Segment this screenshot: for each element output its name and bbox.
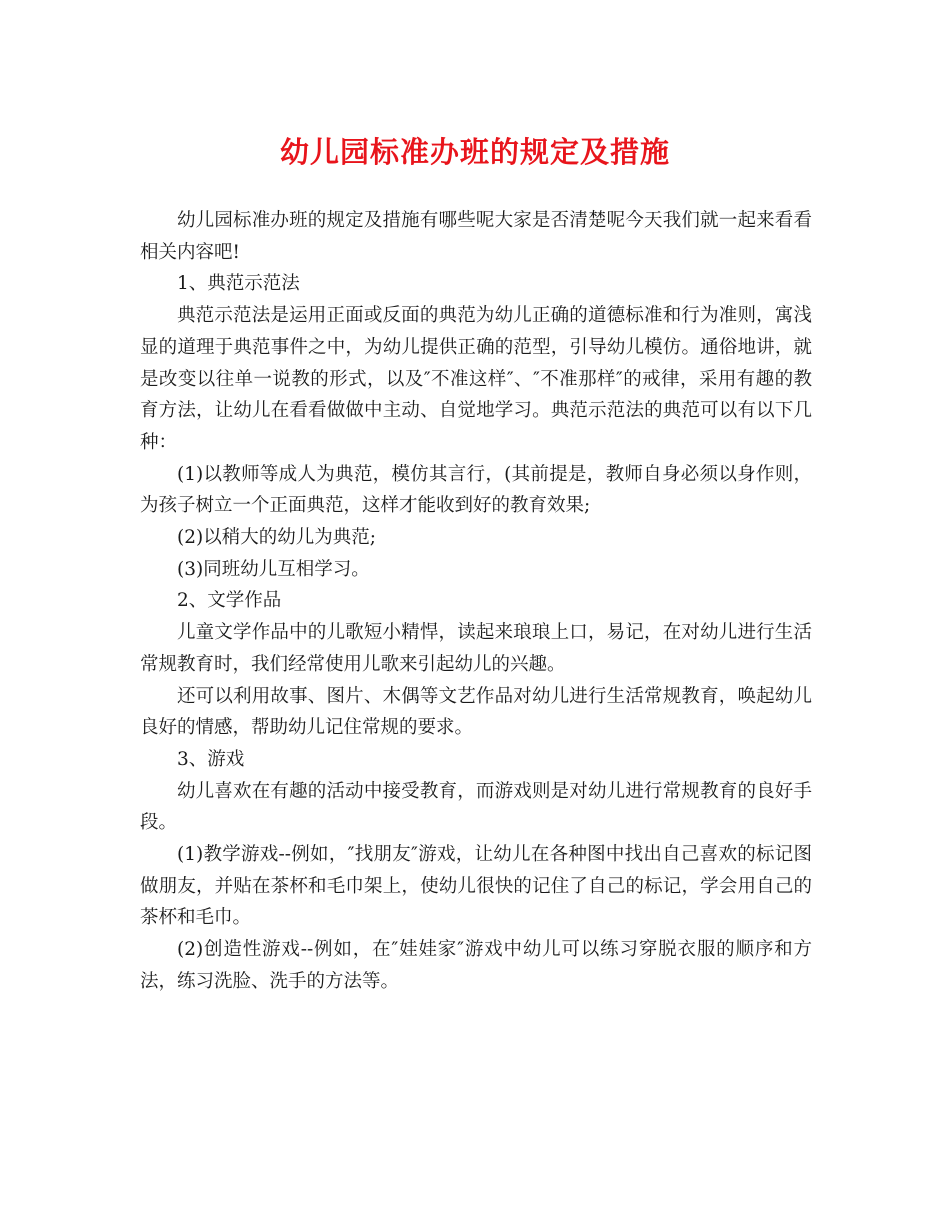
paragraph: 幼儿喜欢在有趣的活动中接受教育，而游戏则是对幼儿进行常规教育的良好手段。 — [140, 780, 812, 834]
list-item: (1)教学游戏--例如，″找朋友″游戏，让幼儿在各种图中找出自己喜欢的标记图做朋友，并贴在茶杯和毛巾架上，使幼儿很快的记住了自己的标记，学会用自己的茶杯和毛巾。 — [140, 844, 812, 929]
document-body — [140, 205, 812, 998]
list-item: (1)以教师等成人为典范，模仿其言行，(其前提是，教师自身必须以身作则，为孩子树立一个正面典范，这样才能收到好的教育效果; — [140, 463, 812, 517]
section-heading-1: 1、典范示范法 — [177, 273, 300, 295]
paragraph: 儿童文学作品中的儿歌短小精悍，读起来琅琅上口，易记，在对幼儿进行生活常规教育时，我们经常使用儿歌来引起幼儿的兴趣。 — [140, 622, 812, 675]
section-heading-3: 3、游戏 — [177, 748, 245, 770]
paragraph: 典范示范法是运用正面或反面的典范为幼儿正确的道德标准和行为准则，寓浅显的道理于典范事件之中，为幼儿提供正确的范型，引导幼儿模仿。通俗地讲，就是改变以往单一说教的形式，以及″不准这样″、″不准那样″的戒律，采用有趣的教育方法，让幼儿在看看做做中主动、自觉地学习。典范示范法的典范可以有以下几种： — [140, 305, 812, 453]
paragraph: 还可以利用故事、图片、木偶等文艺作品对幼儿进行生活常规教育，唤起幼儿良好的情感，帮助幼儿记住常规的要求。 — [140, 685, 812, 739]
document-title: 幼儿园标准办班的规定及措施 — [279, 135, 670, 169]
list-item: (2)以稍大的幼儿为典范; — [177, 527, 376, 549]
list-item: (3)同班幼儿互相学习。 — [177, 558, 370, 580]
intro-paragraph: 幼儿园标准办班的规定及措施有哪些呢大家是否清楚呢今天我们就一起来看看相关内容吧! — [140, 210, 812, 263]
section-heading-2: 2、文学作品 — [177, 590, 282, 612]
list-item: (2)创造性游戏--例如，在″娃娃家″游戏中幼儿可以练习穿脱衣服的顺序和方法，练习洗脸、洗手的方法等。 — [140, 939, 812, 992]
